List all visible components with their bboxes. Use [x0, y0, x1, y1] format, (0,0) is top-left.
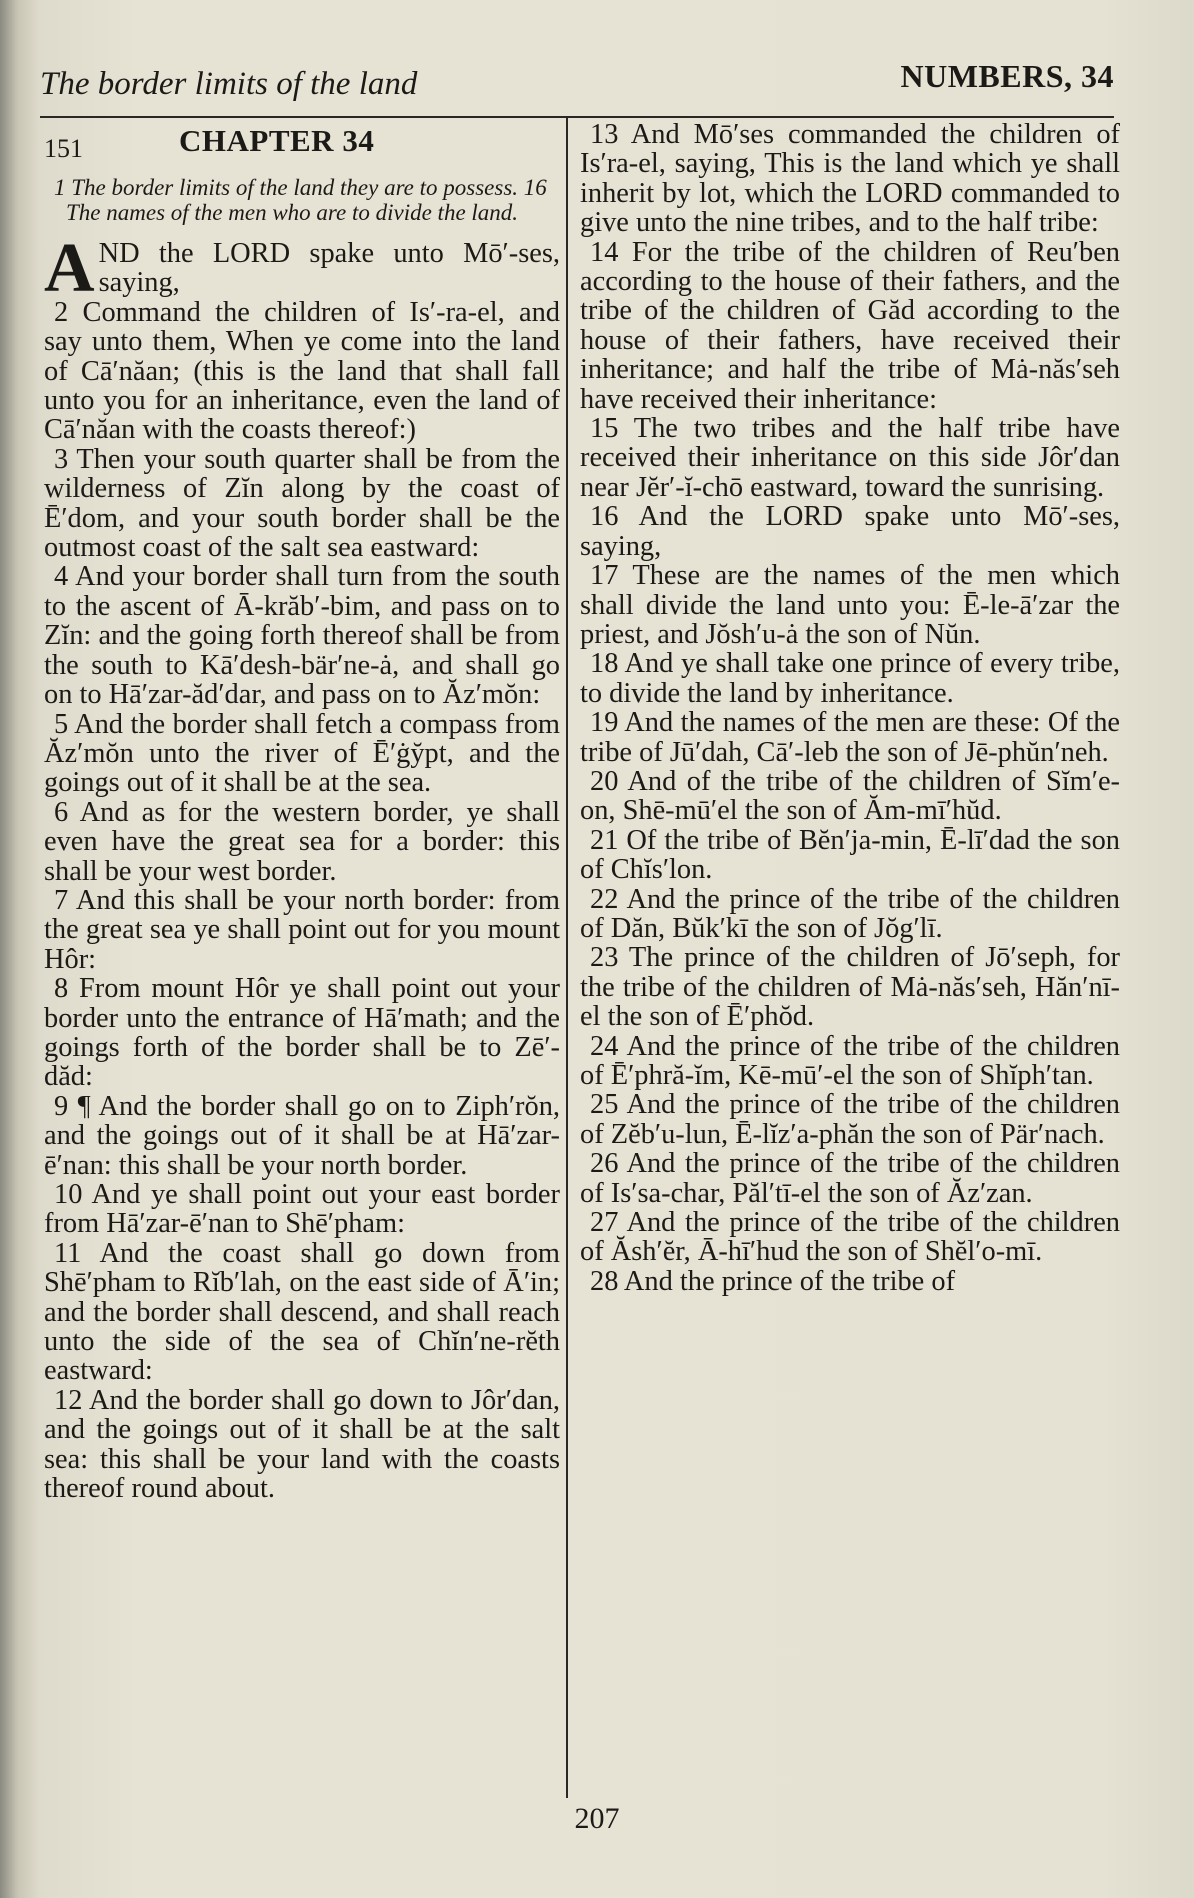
verse-3: 3 Then your south quarter shall be from the wilderness of Zĭn along by the coast of Ē′dom, and your south border shall be the outmost coast of the salt sea eastward: — [44, 443, 560, 564]
verse-16: 16 And the LORD spake unto Mō′-ses, saying, — [580, 501, 1120, 562]
verse-24: 24 And the prince of the tribe of the children of Ē′phră-ĭm, Kē-mū′-el the son of Shĭph′tan. — [580, 1030, 1120, 1091]
left-column — [44, 120, 560, 1503]
page-header — [40, 58, 1114, 106]
verse-4: 4 And your border shall turn from the south to the ascent of Ā-krăb′-bim, and pass on to Zĭn: and the going forth thereof shall be from the south to Kā′desh-bär′ne-ȧ, and shall go on to Hā′zar-ăd′dar, and pass on to Ăz′mŏn: — [44, 561, 560, 711]
page-number: 207 — [574, 1802, 620, 1835]
right-column — [580, 120, 1120, 1296]
chapter-ref-number: 151 — [44, 134, 83, 163]
running-head-left: The border limits of the land — [40, 66, 418, 102]
verse-27: 27 And the prince of the tribe of the children of Ăsh′ĕr, Ā-hī′hud the son of Shĕl′o-mī. — [580, 1207, 1120, 1268]
verse-7: 7 And this shall be your north border: from the great sea ye shall point out for you mount Hôr: — [44, 884, 560, 975]
verse-25: 25 And the prince of the tribe of the children of Zĕb′u-lun, Ē-lĭz′a-phăn the son of Pär′nach. — [580, 1089, 1120, 1150]
verse-22: 22 And the prince of the tribe of the children of Dăn, Bŭk′kī the son of Jŏg′lī. — [580, 883, 1120, 944]
verse-1-text: ND the LORD spake unto Mō′-ses, saying, — [98, 238, 560, 299]
verse-11: 11 And the coast shall go down from Shē′pham to Rĭb′lah, on the east side of Ā′in; and the border shall descend, and shall reach unto the side of the sea of Chĭn′ne-rĕth eastward: — [44, 1237, 560, 1387]
header-rule — [40, 116, 1114, 118]
verse-15: 15 The two tribes and the half tribe have received their inheritance on this side Jôr′dan near Jĕr′-ĭ-chō eastward, toward the sunrising. — [580, 413, 1120, 503]
drop-cap: A — [44, 230, 95, 307]
verse-12: 12 And the border shall go down to Jôr′dan, and the goings out of it shall be at the salt sea: this shall be your land with the coasts thereof round about. — [44, 1384, 560, 1505]
verse-17: 17 These are the names of the men which shall divide the land unto you: Ē-le-ā′zar the priest, and Jŏsh′u-ȧ the son of Nŭn. — [580, 560, 1120, 650]
column-divider — [566, 118, 568, 1798]
verse-6: 6 And as for the western border, ye shall even have the great sea for a border: this shall be your west border. — [44, 796, 560, 887]
verse-21: 21 Of the tribe of Bĕn′ja-min, Ē-lī′dad the son of Chĭs′lon. — [580, 824, 1120, 886]
verse-2: 2 Command the children of Is′-ra-el, and say unto them, When ye come into the land of Cā′năan; (this is the land that shall fall unto you for an inheritance, even the land of Cā′năan with the coasts thereof:) — [44, 296, 560, 446]
verse-8: 8 From mount Hôr ye shall point out your border unto the entrance of Hā′math; and the goings forth of the border shall be to Zē′-dăd: — [44, 973, 560, 1093]
verse-1 — [44, 230, 560, 307]
verse-23: 23 The prince of the children of Jō′seph, for the tribe of the children of Mȧ-năs′seh, Hăn′nī-el the son of Ē′phŏd. — [580, 942, 1120, 1033]
verse-26: 26 And the prince of the tribe of the children of Is′sa-char, Păl′tī-el the son of Ăz′zan. — [580, 1148, 1120, 1209]
verse-28: 28 And the prince of the tribe of — [590, 1265, 956, 1297]
verse-9: 9 ¶ And the border shall go on to Ziph′rŏn, and the goings out of it shall be at Hā′zar-ē′nan: this shall be your north border. — [44, 1090, 560, 1181]
verse-19: 19 And the names of the men are these: Of the tribe of Jū′dah, Cā′-leb the son of Jē-phŭn′neh. — [580, 707, 1120, 768]
chapter-summary: 1 The border limits of the land they are to possess. 16 The names of the men who are to divide the land. — [54, 175, 547, 225]
verse-10: 10 And ye shall point out your east border from Hā′zar-ē′nan to Shē′pham: — [44, 1179, 560, 1240]
chapter-title: CHAPTER 34 — [179, 123, 375, 158]
verse-5: 5 And the border shall fetch a compass from Ăz′mŏn unto the river of Ē′ġy̆pt, and the goings out of it shall be at the sea. — [44, 708, 560, 799]
verse-20: 20 And of the tribe of the children of Sĭm′e-on, Shē-mū′el the son of Ăm-mī′hŭd. — [580, 765, 1120, 827]
verse-14: 14 For the tribe of the children of Reu′ben according to the house of their fathers, and the tribe of the children of Găd according to the house of their fathers, have received their inheritance; and half the tribe of Mȧ-năs′seh have received their inheritance: — [580, 236, 1120, 415]
verse-18: 18 And ye shall take one prince of every tribe, to divide the land by inheritance. — [580, 648, 1120, 709]
chapter-heading — [44, 124, 560, 170]
running-head-right: NUMBERS, 34 — [900, 58, 1114, 94]
verse-13: 13 And Mō′ses commanded the children of Is′ra-el, saying, This is the land which ye shall inherit by lot, which the LORD commanded to give unto the nine tribes, and to the half tribe: — [580, 119, 1120, 239]
